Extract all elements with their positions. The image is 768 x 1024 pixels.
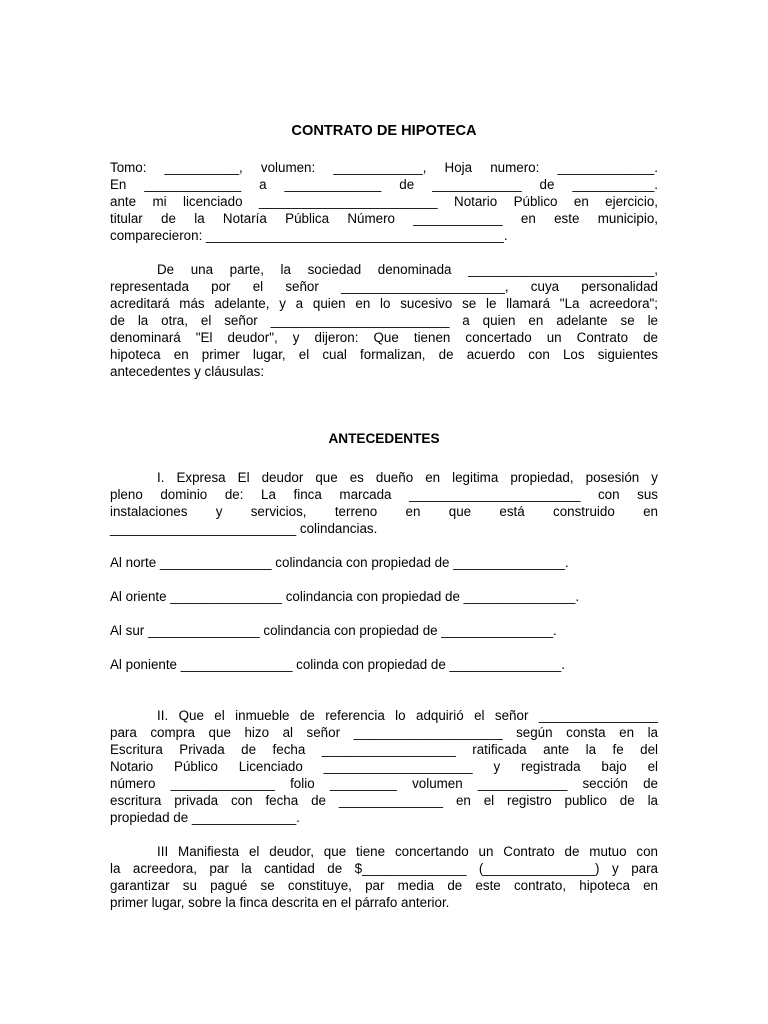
clause-3-paragraph xyxy=(110,843,658,911)
parties-line: denominará "El deudor", y dijeron: Que tienen concertado un Contrato de xyxy=(110,330,658,345)
boundary-line: Al sur _______________ colindancia con propiedad de _______________. xyxy=(110,623,557,638)
clause-1-paragraph xyxy=(110,469,658,537)
clause-3-line: primer lugar, sobre la finca descrita en el párrafo anterior. xyxy=(110,895,450,910)
boundary-south xyxy=(110,622,658,639)
intro-line: titular de la Notaría Pública Número ____________ en este municipio, xyxy=(110,211,658,226)
intro-line: En _____________ a _____________ de ____________ de ___________. xyxy=(110,177,658,192)
intro-paragraph xyxy=(110,159,658,244)
boundary-east xyxy=(110,588,658,605)
clause-2-line: escritura privada con fecha de ______________ en el registro publico de la xyxy=(110,793,658,808)
parties-line: hipoteca en primer lugar, el cual formalizan, de acuerdo con Los siguientes xyxy=(110,347,658,362)
antecedentes-heading: ANTECEDENTES xyxy=(328,431,440,446)
boundary-line: Al poniente _______________ colinda con propiedad de _______________. xyxy=(110,657,565,672)
clause-2-line: propiedad de ______________. xyxy=(110,810,300,825)
parties-line: representada por el señor ______________________, cuya personalidad xyxy=(110,279,658,294)
document-page xyxy=(110,122,658,911)
boundary-line: Al norte _______________ colindancia con propiedad de _______________. xyxy=(110,555,569,570)
clause-3-line: la acreedora, par la cantidad de $______________ (_______________) y para xyxy=(110,861,658,876)
clause-2-line: para compra que hizo al señor ____________________ según consta en la xyxy=(110,725,658,740)
parties-paragraph xyxy=(110,261,658,380)
clause-2-line: número ______________ folio _________ volumen ____________ sección de xyxy=(110,776,658,791)
clause-3-line: III Manifiesta el deudor, que tiene concertando un Contrato de mutuo con xyxy=(157,844,658,859)
boundary-north xyxy=(110,554,658,571)
clause-1-line: I. Expresa El deudor que es dueño en legitima propiedad, posesión y xyxy=(157,470,658,485)
clause-2-line: II. Que el inmueble de referencia lo adquirió el señor ________________ xyxy=(157,708,658,723)
clause-2-line: Escritura Privada de fecha __________________ ratificada ante la fe del xyxy=(110,742,658,757)
intro-line: Tomo: __________, volumen: ____________, Hoja numero: _____________. xyxy=(110,160,658,175)
intro-line: ante mi licenciado ________________________ Notario Público en ejercicio, xyxy=(110,194,658,209)
clause-1-line: pleno dominio de: La finca marcada _______________________ con sus xyxy=(110,487,658,502)
parties-line: De una parte, la sociedad denominada _________________________, xyxy=(157,262,658,277)
clause-1-line: _________________________ colindancias. xyxy=(110,521,378,536)
clause-2-line: Notario Público Licenciado ____________________ y registrada bajo el xyxy=(110,759,658,774)
parties-line: acreditará más adelante, y a quien en lo sucesivo se le llamará "La acreedora"; xyxy=(110,296,658,311)
boundary-line: Al oriente _______________ colindancia con propiedad de _______________. xyxy=(110,589,580,604)
boundary-west xyxy=(110,656,658,673)
clause-3-line: garantizar su pagué se constituye, par media de este contrato, hipoteca en xyxy=(110,878,658,893)
parties-line: de la otra, el señor ________________________ a quien en adelante se le xyxy=(110,313,658,328)
intro-line: comparecieron: ________________________________________. xyxy=(110,228,508,243)
document-title: CONTRATO DE HIPOTECA xyxy=(291,123,477,139)
clause-2-paragraph xyxy=(110,707,658,826)
parties-line: antecedentes y cláusulas: xyxy=(110,364,265,379)
clause-1-line: instalaciones y servicios, terreno en que está construido en xyxy=(110,504,658,519)
